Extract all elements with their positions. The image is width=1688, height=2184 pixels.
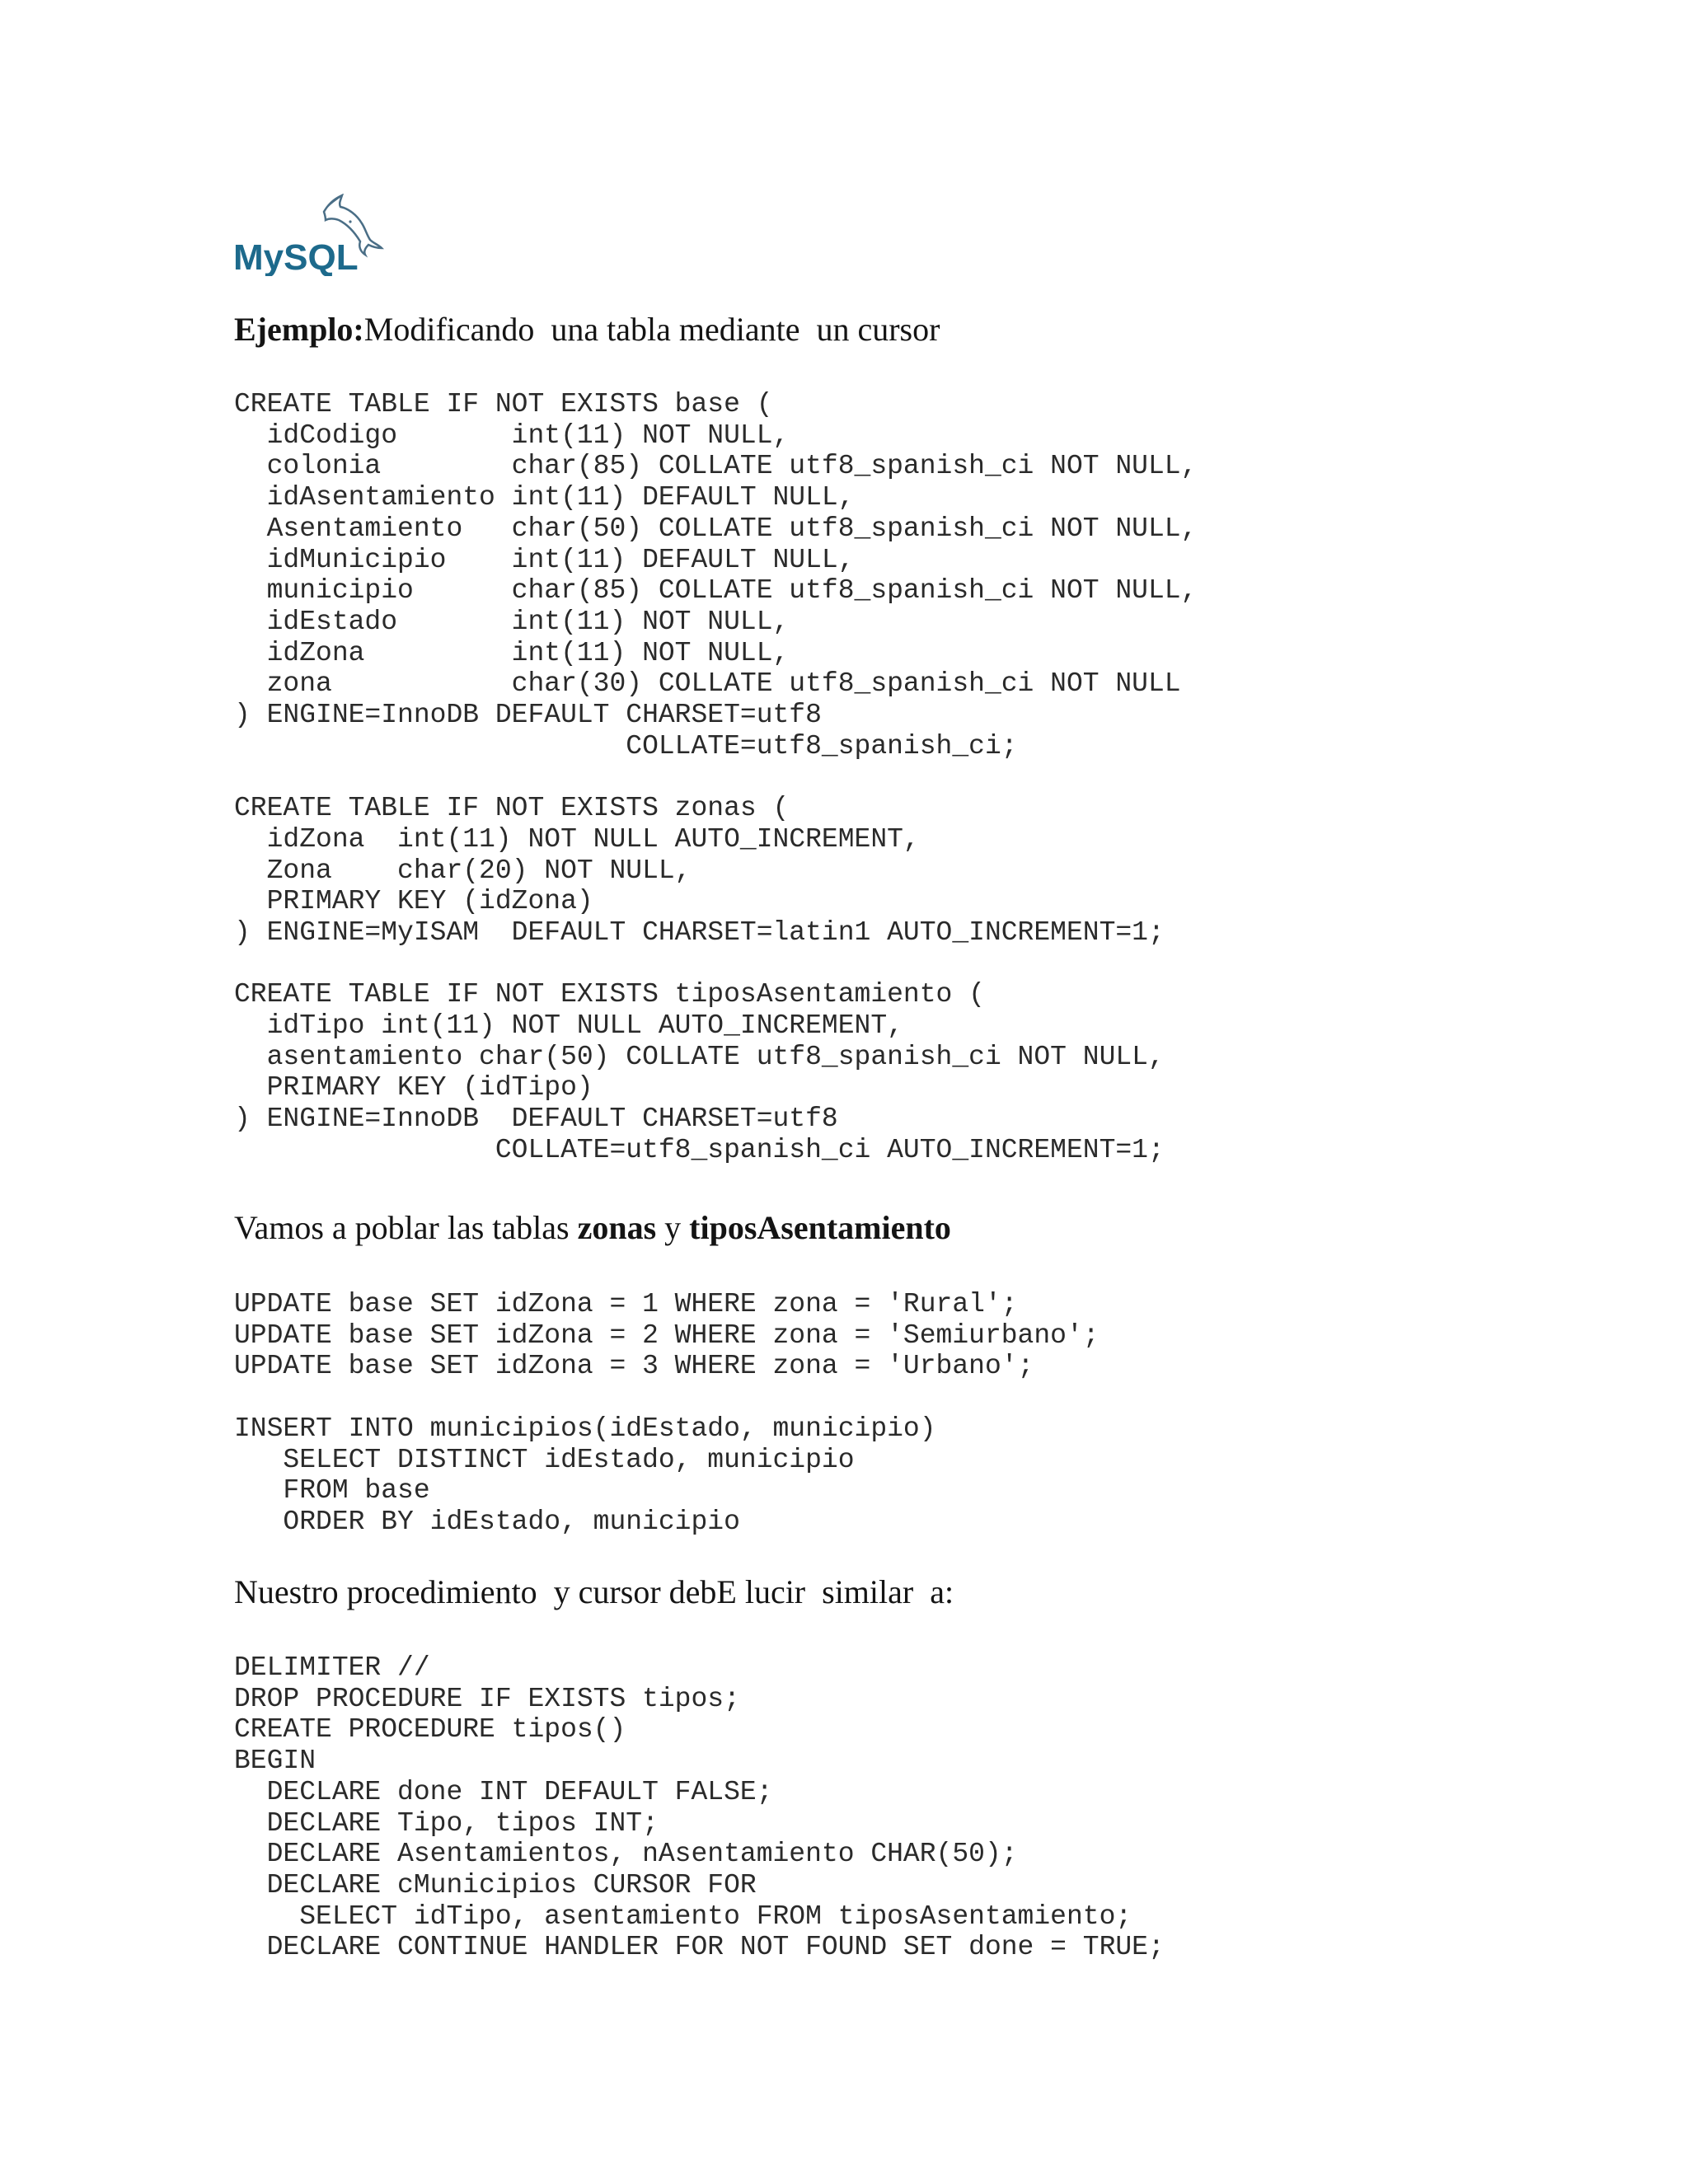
example-label: Ejemplo: — [234, 311, 364, 348]
create-tables-code: CREATE TABLE IF NOT EXISTS base ( idCodigo int(11) NOT NULL, colonia char(85) COLLATE utf8_spanish_ci NOT NULL, idAsentamiento int(11) DEFAULT NULL, Asentamiento char(50) COLLATE utf8_spanish_ci NOT NULL, idMunicipio int(11) DEFAULT NULL, municipio char(85) COLLATE utf8_spanish_ci NOT NULL, idEstado int(11) NOT NULL, idZona int(11) NOT NULL, zona char(30) COLLATE utf8_spanish_ci NOT NULL ) ENGINE=InnoDB DEFAULT CHARSET=utf8 COLLATE=utf8_spanish_ci; CREATE TABLE IF NOT EXISTS zonas ( idZona int(11) NOT NULL AUTO_INCREMENT, Zona char(20) NOT NULL, PRIMARY KEY (idZona) ) ENGINE=MyISAM DEFAULT CHARSET=latin1 AUTO_INCREMENT=1; CREATE TABLE IF NOT EXISTS tiposAsentamiento ( idTipo int(11) NOT NULL AUTO_INCREMENT, asentamiento char(50) COLLATE utf8_spanish_ci NOT NULL, PRIMARY KEY (idTipo) ) ENGINE=InnoDB DEFAULT CHARSET=utf8 COLLATE=utf8_spanish_ci AUTO_INCREMENT=1; — [234, 389, 1198, 1165]
example-heading — [234, 310, 940, 349]
zonas-label: zonas — [577, 1209, 657, 1246]
procedure-heading: Nuestro procedimiento y cursor debE lucir similar a: — [234, 1573, 954, 1610]
tipos-asentamiento-label: tiposAsentamiento — [689, 1209, 951, 1246]
mysql-dolphin-logo-icon — [233, 194, 390, 276]
update-insert-code: UPDATE base SET idZona = 1 WHERE zona = 'Rural'; UPDATE base SET idZona = 2 WHERE zona = 'Semiurbano'; UPDATE base SET idZona = 3 WHERE zona = 'Urbano'; INSERT INTO municipios(idEstado, municipio) SELECT DISTINCT idEstado, municipio FROM base ORDER BY idEstado, municipio — [234, 1289, 1100, 1537]
example-title: Modificando una tabla mediante un cursor — [363, 311, 940, 348]
mysql-logo — [233, 194, 390, 276]
populate-heading: Vamos a poblar las tablas zonas y tiposAsentamiento — [234, 1209, 951, 1246]
procedure-code: DELIMITER // DROP PROCEDURE IF EXISTS tipos; CREATE PROCEDURE tipos() BEGIN DECLARE done INT DEFAULT FALSE; DECLARE Tipo, tipos INT; DECLARE Asentamientos, nAsentamiento CHAR(50); DECLARE cMunicipios CURSOR FOR SELECT idTipo, asentamiento FROM tiposAsentamiento; DECLARE CONTINUE HANDLER FOR NOT FOUND SET done = TRUE; — [234, 1652, 1165, 1963]
svg-text:MySQL: MySQL — [233, 237, 359, 276]
